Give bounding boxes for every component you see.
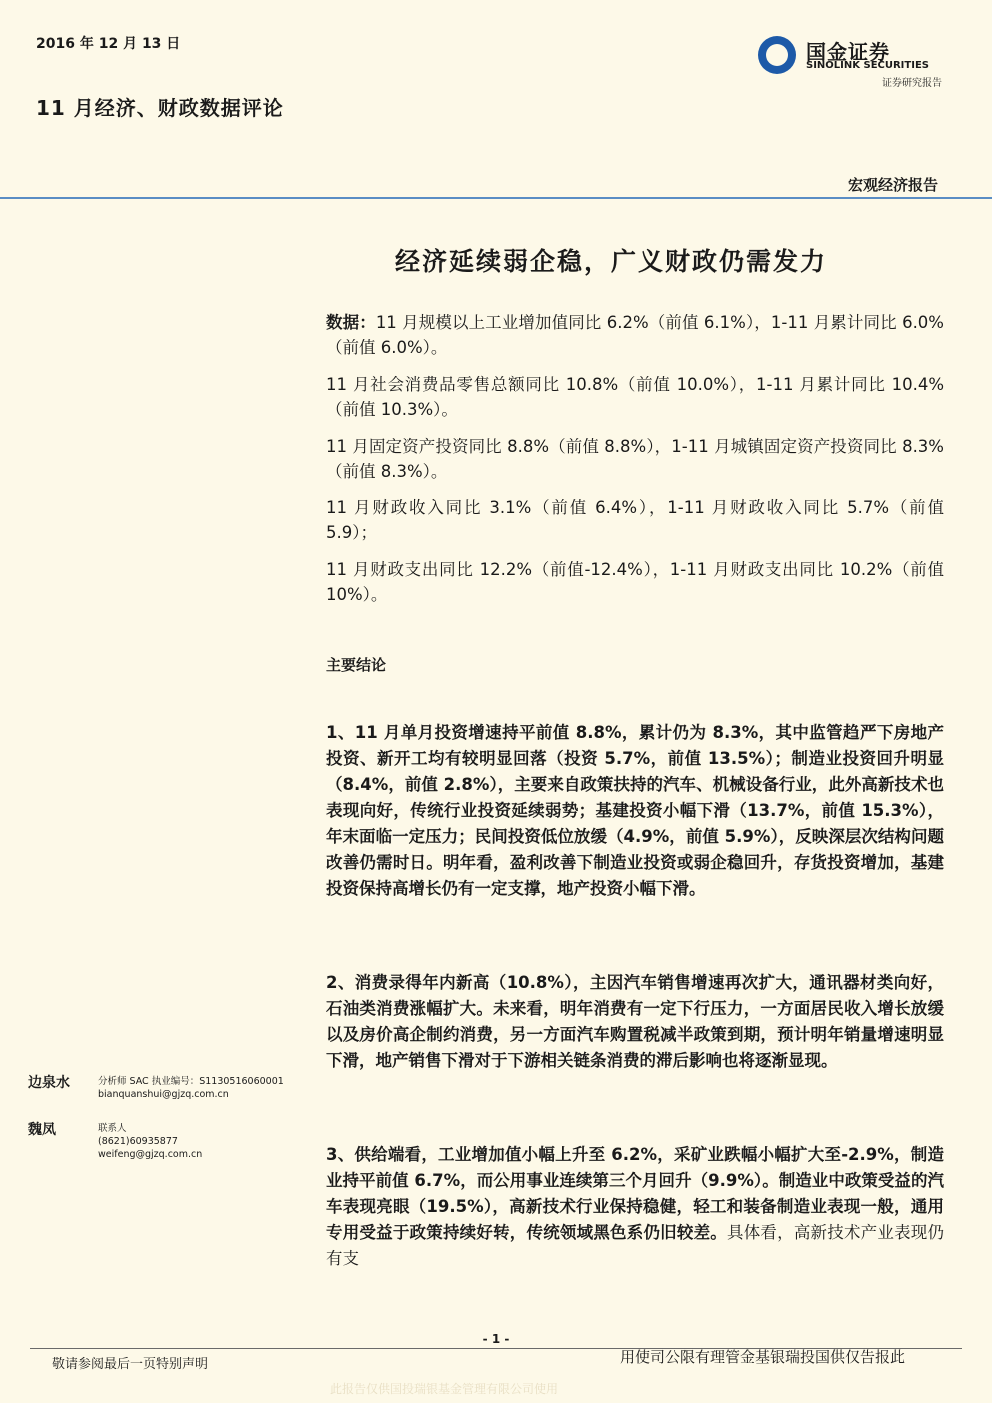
conclusion-3-bold: 3、供给端看，工业增加值小幅上升至 6.2%，采矿业跌幅小幅扩大至-2.9%，制造业持平前值 6.7%，而公用事业连续第三个月回升（9.9%）。制造业中政策受益的汽车表现亮眼（19.5%），高新技术行业保持稳健，轻工和装备制造业表现一般，通用专用受益于政策持续好转，传统领域黑色系仍旧较差。 [326,1145,944,1242]
headline: 经济延续弱企稳，广义财政仍需发力 [395,247,828,276]
analyst-2-name: 魏凤 [28,1122,56,1138]
page-number: - 1 - [470,1332,522,1346]
conclusion-1: 1、11 月单月投资增速持平前值 8.8%，累计仍为 8.3%，其中监管趋严下房地产投资、新开工均有较明显回落（投资 5.7%，前值 13.5%）；制造业投资回升明显（8.4%，前值 2.8%），主要来自政策扶持的汽车、机械设备行业，此外高新技术也表现向好，传统行业投资延续弱势；基建投资小幅下滑（13.7%，前值 15.3%），年末面临一定压力；民间投资低位放缓（4.9%，前值 5.9%），反映深层次结构问题改善仍需时日。明年看，盈利改善下制造业投资或弱企稳回升，存货投资增加，基建投资保持高增长仍有一定支撑，地产投资小幅下滑。 [326,723,944,898]
logo-name-cn: 国金证券 [806,40,890,64]
report-title: 11 月经济、财政数据评论 [36,96,284,120]
header-divider [0,197,992,199]
data-label: 数据： [326,313,376,332]
report-category: 宏观经济报告 [847,176,938,194]
logo-subtitle: 证券研究报告 [882,78,942,89]
footer-disclaimer: 敬请参阅最后一页特别声明 [52,1357,209,1372]
analyst-2-phone: (8621)60935877 [98,1136,178,1147]
footer-usage-note: 用使司公限有理管金基银瑞投国供仅告报此 [620,1348,906,1366]
data-paragraph-4: 11 月财政收入同比 3.1%（前值 6.4%），1-11 月财政收入同比 5.7%（前值 5.9）； [326,498,944,542]
logo-name-en: SINOLINK SECURITIES [806,60,929,71]
footer-watermark: 此报告仅供国投瑞银基金管理有限公司使用 [330,1382,559,1396]
conclusions-heading: 主要结论 [326,656,387,674]
conclusion-3 [326,1142,944,1272]
data-text-1: 11 月规模以上工业增加值同比 6.2%（前值 6.1%），1-11 月累计同比 6.0%（前值 6.0%）。 [326,313,944,357]
conclusion-3-normal: 具体看，高新技术产业表现仍有支 [326,1223,945,1268]
conclusion-2: 2、消费录得年内新高（10.8%），主因汽车销售增速再次扩大，通讯器材类向好，石油类消费涨幅扩大。未来看，明年消费有一定下行压力，一方面居民收入增长放缓以及房价高企制约消费，另一方面汽车购置税减半政策到期，预计明年销量增速明显下滑，地产销售下滑对于下游相关链条消费的滞后影响也将逐渐显现。 [326,973,944,1070]
company-logo [752,30,952,90]
analyst-2-line1: 联系人 [98,1123,127,1134]
analyst-1-info [98,1075,284,1101]
analyst-2-email[interactable]: weifeng@gjzq.com.cn [98,1149,203,1160]
logo-mark-icon [758,36,796,74]
analyst-1-line1: 分析师 SAC 执业编号：S1130516060001 [98,1076,284,1087]
report-date: 2016 年 12 月 13 日 [36,36,181,52]
data-paragraph-3: 11 月固定资产投资同比 8.8%（前值 8.8%），1-11 月城镇固定资产投资同比 8.3%（前值 8.3%）。 [326,437,944,481]
data-paragraph-1 [326,310,944,360]
data-paragraph-2: 11 月社会消费品零售总额同比 10.8%（前值 10.0%），1-11 月累计同比 10.4%（前值 10.3%）。 [326,375,944,419]
analyst-1-name: 边泉水 [28,1075,70,1091]
data-paragraph-5: 11 月财政支出同比 12.2%（前值-12.4%），1-11 月财政支出同比 10.2%（前值 10%）。 [326,560,944,604]
analyst-1-email[interactable]: bianquanshui@gjzq.com.cn [98,1089,229,1100]
analyst-2-info [98,1122,202,1161]
